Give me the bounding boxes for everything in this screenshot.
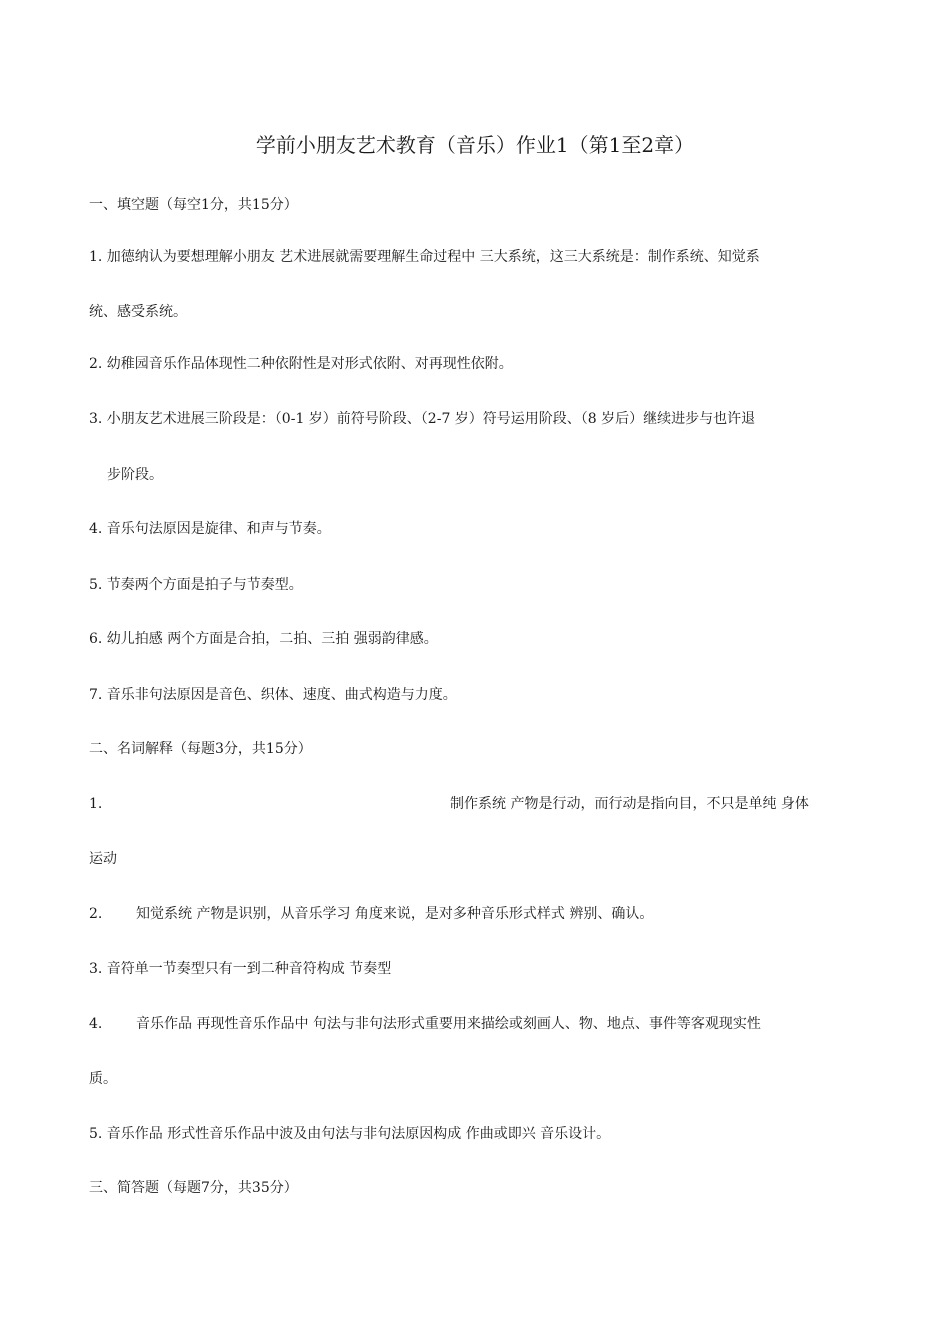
section-heading-terms: 二、名词解释（每题3分，共15分） [89, 741, 312, 757]
fill-item-2: 2. 幼稚园音乐作品体现性二种依附性是对形式依附、对再现性依附。 [89, 356, 513, 372]
term-item-4-text: 音乐作品 再现性音乐作品中 句法与非句法形式重要用来描绘或刻画人、物、地点、事件等客观现实性 [136, 1016, 761, 1032]
fill-item-3-line-1: 3. 小朋友艺术进展三阶段是：（0-1 岁）前符号阶段、（2-7 岁）符号运用阶段、（8 岁后）继续进步与也许退 [89, 411, 756, 427]
term-item-4-number: 4. [89, 1016, 103, 1032]
fill-item-7: 7. 音乐非句法原因是音色、织体、速度、曲式构造与力度。 [89, 687, 457, 703]
fill-item-3-line-2: 步阶段。 [107, 467, 163, 483]
page-title: 学前小朋友艺术教育（音乐）作业1（第1至2章） [255, 133, 695, 157]
fill-item-1-line-2: 统、感受系统。 [89, 304, 187, 320]
term-item-1-number: 1. [89, 796, 103, 812]
term-item-3: 3. 音符单一节奏型只有一到二种音符构成 节奏型 [89, 961, 392, 977]
fill-item-4: 4. 音乐句法原因是旋律、和声与节奏。 [89, 521, 331, 537]
term-item-1-continuation: 运动 [89, 851, 117, 867]
section-heading-short-answer: 三、简答题（每题7分，共35分） [89, 1180, 298, 1196]
fill-item-1-line-1: 1. 加德纳认为要想理解小朋友 艺术进展就需要理解生命过程中 三大系统，这三大系统是：制作系统、知觉系 [89, 249, 760, 265]
term-item-2-text: 知觉系统 产物是识别，从音乐学习 角度来说，是对多种音乐形式样式 辨别、确认。 [136, 906, 654, 922]
term-item-2-number: 2. [89, 906, 103, 922]
fill-item-6: 6. 幼儿拍感 两个方面是合拍，二拍、三拍 强弱韵律感。 [89, 631, 438, 647]
fill-item-5: 5. 节奏两个方面是拍子与节奏型。 [89, 577, 303, 593]
section-heading-fill-in: 一、填空题（每空1分，共15分） [89, 197, 298, 213]
term-item-5: 5. 音乐作品 形式性音乐作品中波及由句法与非句法原因构成 作曲或即兴 音乐设计。 [89, 1126, 611, 1142]
term-item-4-continuation: 质。 [89, 1071, 117, 1087]
term-item-1-text: 制作系统 产物是行动，而行动是指向目，不只是单纯 身体 [450, 796, 809, 812]
